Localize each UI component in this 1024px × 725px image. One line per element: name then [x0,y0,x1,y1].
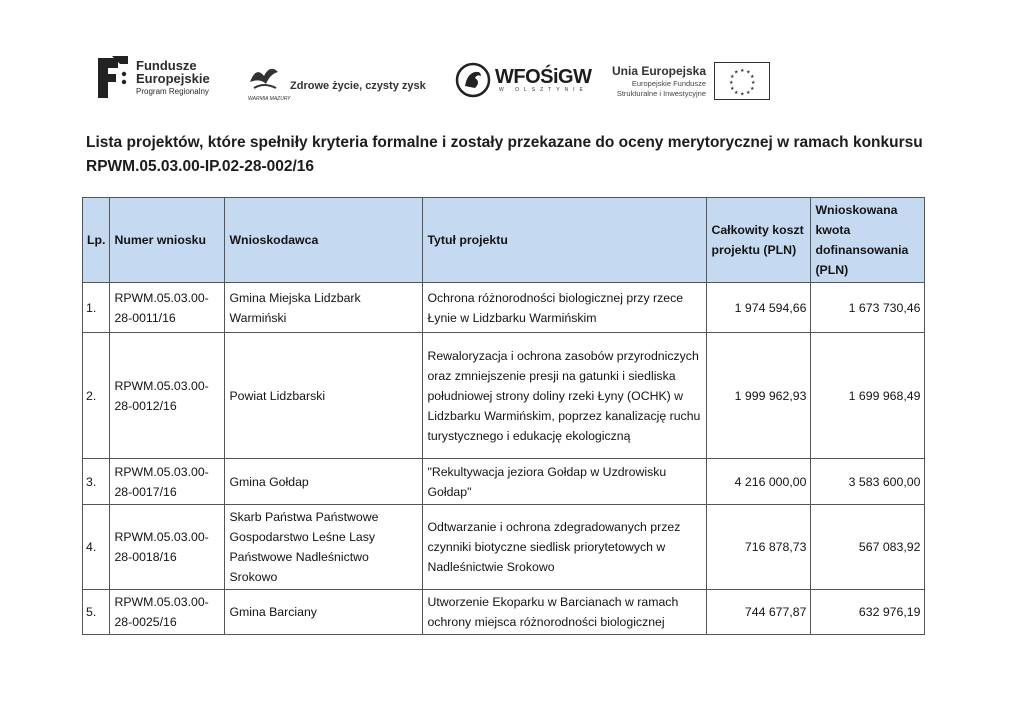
cell-wnioskodawca: Gmina Gołdap [225,459,423,505]
table-row [83,505,925,590]
document-title-line2: RPWM.05.03.00-IP.02-28-002/16 [86,158,315,175]
cell-kwota: 1 699 968,49 [811,333,925,459]
warmia-slogan: Zdrowe życie, czysty zysk [290,80,426,92]
header-wnioskowana-kwota: Wnioskowana kwota dofinansowania (PLN) [811,198,925,283]
cell-kwota: 567 083,92 [811,505,925,590]
document-title-line1: Lista projektów, które spełniły kryteria formalne i zostały przekazane do oceny merytorycznej w ramach konkursu [86,134,923,151]
cell-koszt: 4 216 000,00 [707,459,811,505]
ue-line1: Unia Europejska [612,63,707,78]
ue-line3: Strukturalne i Inwestycyjne [616,88,707,98]
svg-text:★: ★ [740,68,745,74]
svg-text:★: ★ [730,86,735,92]
table-header-row [83,198,925,283]
header-calkowity-koszt: Całkowity koszt projektu (PLN) [707,198,811,283]
cell-numer: RPWM.05.03.00-28-0017/16 [110,459,225,505]
warmia-mazury-logo [246,62,426,102]
cell-lp: 4. [83,505,110,590]
cell-koszt: 716 878,73 [707,505,811,590]
cell-wnioskodawca: Skarb Państwa Państwowe Gospodarstwo Leśne Lasy Państwowe Nadleśnictwo Srokowo [225,505,423,590]
cell-tytul: Odtwarzanie i ochrona zdegradowanych przez czynniki biotyczne siedlisk priorytetowych w Nadleśnictwie Srokowo [423,505,707,590]
svg-text:★: ★ [729,80,734,86]
cell-lp: 3. [83,459,110,505]
svg-text:★: ★ [734,90,739,96]
cell-koszt: 744 677,87 [707,590,811,635]
table-row [83,333,925,459]
svg-text:★: ★ [730,74,735,80]
svg-text:★: ★ [740,91,745,98]
cell-numer: RPWM.05.03.00-28-0011/16 [110,283,225,333]
svg-text:★: ★ [746,90,751,96]
cell-koszt: 1 999 962,93 [707,333,811,459]
cell-kwota: 3 583 600,00 [811,459,925,505]
fundusze-line2: Europejskie [136,70,210,86]
fundusze-europejskie-logo [96,54,210,102]
fundusze-line1: Fundusze [136,57,197,73]
unia-europejska-logo [612,62,770,100]
logo-bar [0,48,1024,112]
cell-koszt: 1 974 594,66 [707,283,811,333]
cell-numer: RPWM.05.03.00-28-0012/16 [110,333,225,459]
cell-tytul: "Rekultywacja jeziora Gołdap w Uzdrowisku Gołdap" [423,459,707,505]
cell-wnioskodawca: Gmina Miejska Lidzbark Warmiński [225,283,423,333]
cell-lp: 2. [83,333,110,459]
cell-wnioskodawca: Powiat Lidzbarski [225,333,423,459]
cell-tytul: Rewaloryzacja i ochrona zasobów przyrodniczych oraz zmniejszenie presji na gatunki i siedliska południowej strony doliny rzeki Łyny (OCHK) w Lidzbarku Warmińskim, poprzez kanalizację ruchu turystycznego i edukację ekologiczną [423,333,707,459]
svg-text:★: ★ [751,80,756,86]
ue-line2: Europejskie Fundusze [631,78,707,88]
cell-lp: 1. [83,283,110,333]
cell-kwota: 1 673 730,46 [811,283,925,333]
document-title [86,131,966,179]
wfosigw-sub: W OLSZTYNIE [499,87,588,93]
warmia-mazury-bird-icon [246,62,282,96]
header-numer-wniosku: Numer wniosku [110,198,225,283]
projects-table [82,197,925,635]
svg-text:★: ★ [734,69,739,76]
fundusze-line3: Program Regionalny [136,86,209,96]
table-row [83,459,925,505]
wfosigw-swan-icon [455,62,491,98]
cell-numer: RPWM.05.03.00-28-0018/16 [110,505,225,590]
cell-tytul: Utworzenie Ekoparku w Barcianach w ramach ochrony miejsca różnorodności biologicznej [423,590,707,635]
cell-tytul: Ochrona różnorodności biologicznej przy rzece Łynie w Lidzbarku Warmińskim [423,283,707,333]
svg-text:★: ★ [750,74,755,80]
table-row [83,283,925,333]
fundusze-europejskie-emblem-icon [96,54,130,102]
warmia-mazury-small-text: WARMIA MAZURY [248,96,291,102]
header-wnioskodawca: Wnioskodawca [225,198,423,283]
cell-lp: 5. [83,590,110,635]
header-tytul-projektu: Tytuł projektu [423,198,707,283]
eu-flag-icon [714,62,770,100]
table-row [83,590,925,635]
cell-numer: RPWM.05.03.00-28-0025/16 [110,590,225,635]
header-lp: Lp. [83,198,110,283]
wfosigw-logo [455,62,591,98]
cell-wnioskodawca: Gmina Barciany [225,590,423,635]
svg-text:★: ★ [750,86,755,92]
cell-kwota: 632 976,19 [811,590,925,635]
wfosigw-name: WFOŚiGW [495,66,592,88]
svg-text:★: ★ [746,69,751,76]
